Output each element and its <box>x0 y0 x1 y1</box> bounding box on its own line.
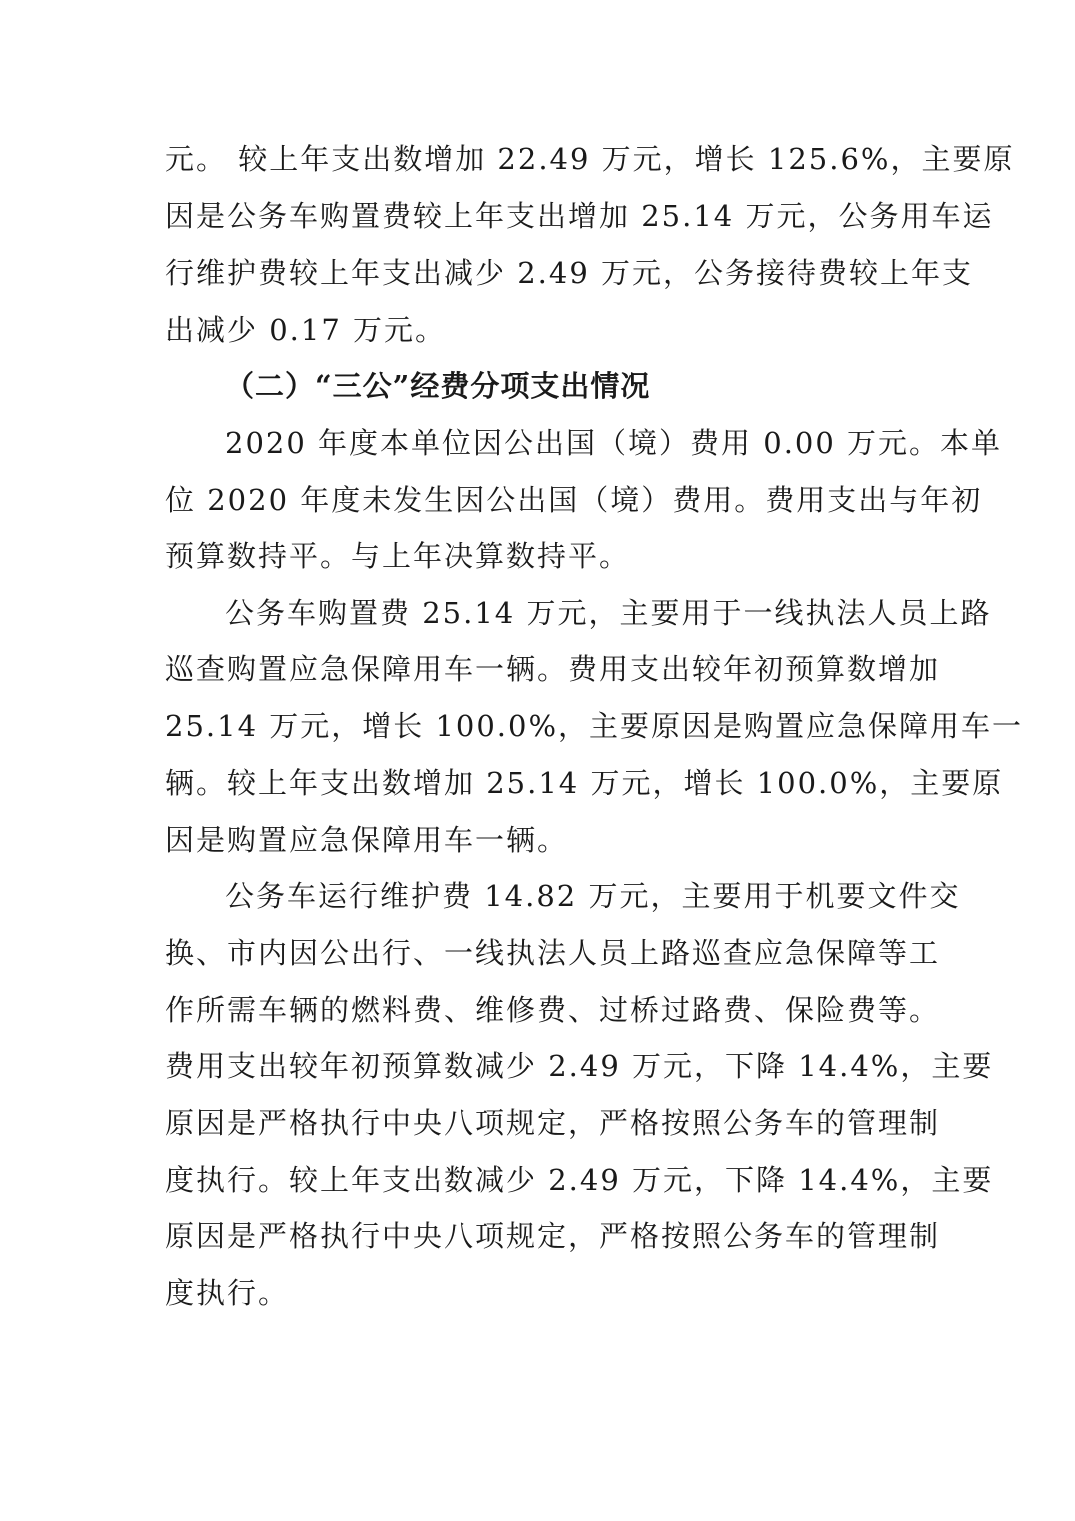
paragraph-line: 25.14 万元，增长 100.0%，主要原因是购置应急保障用车一 <box>165 709 1024 743</box>
paragraph-line: 2020 年度本单位因公出国（境）费用 0.00 万元。本单 <box>225 426 1003 460</box>
paragraph-line: 因是公务车购置费较上年支出增加 25.14 万元，公务用车运 <box>165 199 994 233</box>
section-heading: （二）“三公”经费分项支出情况 <box>225 369 651 403</box>
paragraph-line: 换、市内因公出行、一线执法人员上路巡查应急保障等工 <box>165 936 941 970</box>
paragraph-line: 行维护费较上年支出减少 2.49 万元，公务接待费较上年支 <box>165 256 974 290</box>
paragraph-line: 公务车购置费 25.14 万元，主要用于一线执法人员上路 <box>225 596 992 630</box>
paragraph-line: 位 2020 年度未发生因公出国（境）费用。费用支出与年初 <box>165 483 983 517</box>
paragraph-line: 因是购置应急保障用车一辆。 <box>165 823 569 857</box>
paragraph-line: 出减少 0.17 万元。 <box>165 313 447 347</box>
paragraph-line: 巡查购置应急保障用车一辆。费用支出较年初预算数增加 <box>165 652 941 686</box>
paragraph-line: 原因是严格执行中央八项规定，严格按照公务车的管理制 <box>165 1106 941 1140</box>
paragraph-line: 预算数持平。与上年决算数持平。 <box>165 539 631 573</box>
paragraph-line: 辆。较上年支出数增加 25.14 万元，增长 100.0%，主要原 <box>165 766 1004 800</box>
paragraph-line: 度执行。 <box>165 1276 290 1310</box>
paragraph-line: 费用支出较年初预算数减少 2.49 万元，下降 14.4%，主要 <box>165 1049 994 1083</box>
paragraph-line: 原因是严格执行中央八项规定，严格按照公务车的管理制 <box>165 1219 941 1253</box>
paragraph-line: 元。 较上年支出数增加 22.49 万元，增长 125.6%，主要原 <box>165 142 1015 176</box>
paragraph-line: 公务车运行维护费 14.82 万元，主要用于机要文件交 <box>225 879 961 913</box>
paragraph-line: 作所需车辆的燃料费、维修费、过桥过路费、保险费等。 <box>165 993 941 1027</box>
paragraph-line: 度执行。较上年支出数减少 2.49 万元，下降 14.4%，主要 <box>165 1163 994 1197</box>
